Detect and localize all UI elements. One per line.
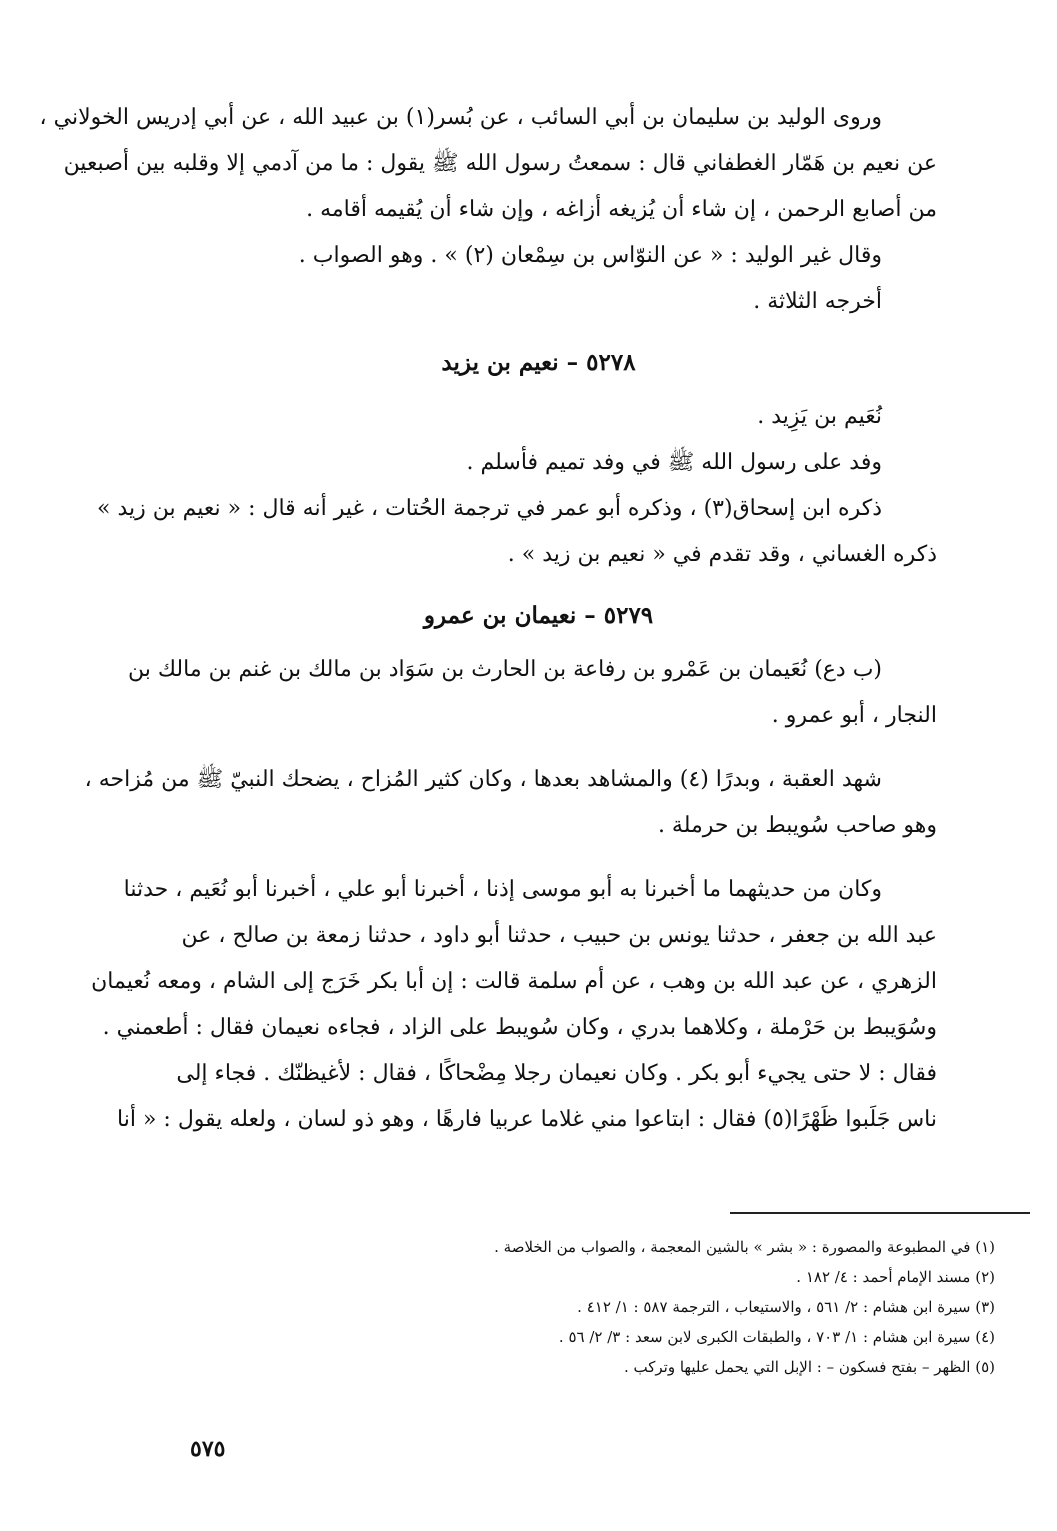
text-line: وقال غير الوليد : « عن النوّاس بن سِمْعان (٢) » . وهو الصواب .: [298, 243, 882, 268]
paragraph-battles: [84, 757, 937, 849]
footnote: (٤) سيرة ابن هشام : ١/ ٧٠٣ ، والطبقات الكبرى لابن سعد : ٣/ ٢/ ٥٦ .: [558, 1328, 995, 1346]
text-line: ذكره الغساني ، وقد تقدم في « نعيم بن زيد » .: [507, 542, 937, 567]
paragraph-sources: [97, 486, 937, 578]
text-line: عبد الله بن جعفر ، حدثنا يونس بن حبيب ، حدثنا أبو داود ، حدثنا زمعة بن صالح ، عن: [181, 923, 937, 948]
text-line: وكان من حديثهما ما أخبرنا به أبو موسى إذنا ، أخبرنا أبو علي ، أخبرنا أبو نُعَيم ، حدثنا: [123, 877, 882, 902]
text-line: شهد العقبة ، وبدرًا (٤) والمشاهد بعدها ، وكان كثير المُزاح ، يضحك النبيّ ﷺ من مُزاحه ،: [84, 767, 882, 792]
text-line: النجار ، أبو عمرو .: [771, 703, 937, 728]
spacer: [140, 849, 937, 867]
section-heading: ٥٢٧٨ – نعيم بن يزيد: [441, 349, 636, 376]
spacer: [140, 739, 937, 757]
text-line: وروى الوليد بن سليمان بن أبي السائب ، عن بُسر(١) بن عبيد الله ، عن أبي إدريس الخولاني ،: [39, 105, 882, 130]
paragraph-attribution: [140, 279, 937, 325]
text-line: وهو صاحب سُويبط بن حرملة .: [657, 813, 937, 838]
footnote: (٣) سيرة ابن هشام : ٢/ ٥٦١ ، والاستيعاب ، الترجمة ٥٨٧ : ١/ ٤١٢ .: [577, 1298, 995, 1316]
text-line: ناس جَلَبوا ظَهْرًا(٥) فقال : ابتاعوا مني غلاما عربيا فارهًا ، وهو ذو لسان ، ولعله يقول : « أنا: [117, 1107, 937, 1132]
footnotes: [175, 1232, 995, 1382]
paragraph-hadith: [91, 867, 937, 1143]
paragraph-delegation: [140, 440, 937, 486]
text-line: عن نعيم بن هَمّار الغطفاني قال : سمعتُ رسول الله ﷺ يقول : ما من آدمي إلا وقلبه بين أصبعين: [63, 151, 937, 176]
text-line: وفد على رسول الله ﷺ في وفد تميم فأسلم .: [466, 450, 882, 475]
paragraph-narration: [39, 95, 937, 233]
paragraph-name: [140, 394, 937, 440]
text-line: من أصابع الرحمن ، إن شاء أن يُزيغه أزاغه ، وإن شاء أن يُقيمه أقامه .: [306, 197, 937, 222]
text-line: نُعَيم بن يَزِيد .: [757, 404, 882, 429]
section-heading: ٥٢٧٩ – نعيمان بن عمرو: [423, 602, 654, 629]
page-number: ٥٧٥: [190, 1436, 226, 1462]
text-line: (ب دع) نُعَيمان بن عَمْرو بن رفاعة بن الحارث بن سَوَاد بن مالك بن غنم بن مالك بن: [128, 657, 882, 682]
paragraph-lineage: [128, 647, 937, 739]
footnote: (٢) مسند الإمام أحمد : ٤/ ١٨٢ .: [796, 1268, 995, 1286]
text-line: فقال : لا حتى يجيء أبو بكر . وكان نعيمان رجلا مِضْحاكًا ، فقال : لأغيظنّك . فجاء إلى: [176, 1061, 937, 1086]
footnote: (١) في المطبوعة والمصورة : « بشر » بالشين المعجمة ، والصواب من الخلاصة .: [494, 1238, 995, 1256]
text-line: وسُوَيبط بن حَرْملة ، وكلاهما بدري ، وكان سُويبط على الزاد ، فجاءه نعيمان فقال : أطعمني .: [102, 1015, 937, 1040]
footnote: (٥) الظهر – بفتح فسكون – : الإبل التي يحمل عليها وتركب .: [623, 1358, 995, 1376]
paragraph-correction: [140, 233, 937, 279]
text-line: أخرجه الثلاثة .: [753, 289, 882, 314]
footnote-divider: [730, 1212, 1030, 1214]
text-line: الزهري ، عن عبد الله بن وهب ، عن أم سلمة قالت : إن أبا بكر خَرَج إلى الشام ، ومعه نُعيمان: [91, 969, 937, 994]
text-line: ذكره ابن إسحاق(٣) ، وذكره أبو عمر في ترجمة الحُتات ، غير أنه قال : « نعيم بن زيد »: [97, 496, 882, 521]
